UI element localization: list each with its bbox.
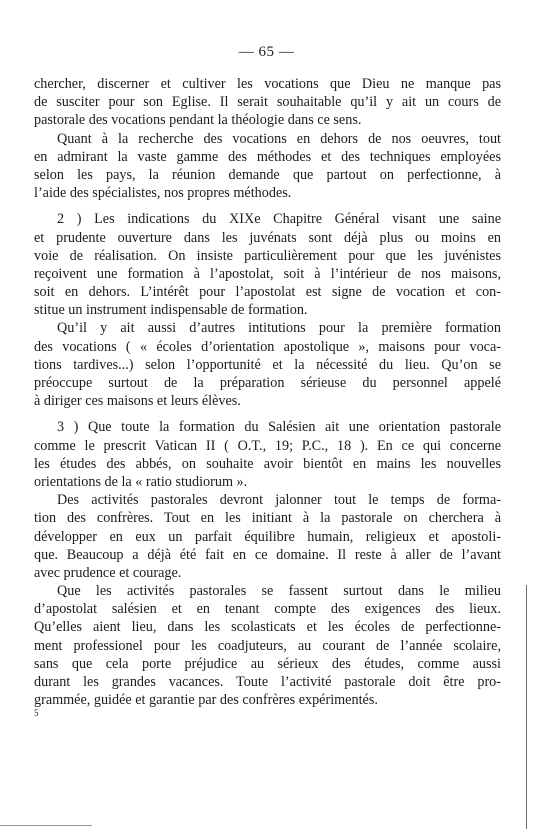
paragraph — [34, 319, 501, 410]
paragraph — [34, 582, 501, 709]
text-line: Qu’il y ait aussi d’autres intitutions pour la première formation — [57, 320, 501, 337]
paragraph — [34, 418, 501, 491]
text-line: Qu’elles aient lieu, dans les scolasticats et les écoles de perfectionne- — [34, 619, 501, 636]
text-line: les études des abbés, on souhaite avoir bientôt en mains les nouvelles — [34, 455, 501, 472]
paragraph — [34, 75, 501, 130]
scan-edge-line — [526, 585, 527, 829]
paragraph — [34, 210, 501, 319]
text-line: grammée, guidée et garantie par des confrères expérimentés. — [34, 692, 378, 709]
paragraph — [34, 491, 501, 582]
text-line: tions tardives...) selon l’opportunité et la nécessité du lieu. Qu’on se — [34, 356, 501, 373]
text-line: avec prudence et courage. — [34, 564, 182, 581]
text-line: Quant à la recherche des vocations en dehors de nos oeuvres, tout — [57, 130, 501, 147]
text-line: en admirant la vaste gamme des méthodes et des techniques employées — [34, 148, 501, 165]
text-line: durant les grandes vacances. Toute l’activité pastorale doit être pro- — [34, 674, 501, 690]
text-line: Que les activités pastorales se fassent surtout dans le milieu — [57, 583, 501, 600]
text-line: tion des confrères. Tout en les initiant à la pastorale on cherchera à — [34, 510, 501, 527]
text-line: comme le prescrit Vatican II ( O.T., 19; P.C., 18 ). En ce qui concerne — [34, 437, 501, 454]
text-line: chercher, discerner et cultiver les vocations que Dieu ne manque pas — [34, 76, 501, 92]
text-line: l’aide des spécialistes, nos propres méthodes. — [34, 185, 292, 202]
text-line: à diriger ces maisons et leurs élèves. — [34, 393, 241, 410]
text-line: que. Beaucoup a déjà été fait en ce domaine. Il reste à aller de l’avant — [34, 546, 501, 563]
paragraph — [34, 130, 501, 203]
text-line: développer en eux un parfait équilibre humain, religieux et apostoli- — [34, 528, 501, 545]
text-line: stitue un instrument indispensable de formation. — [34, 302, 308, 319]
page-number: — 65 — — [238, 44, 295, 60]
text-line: sans que cela porte préjudice au sérieux des études, comme aussi — [34, 655, 501, 672]
body-text — [34, 75, 501, 709]
text-line: soit en dehors. L’intérêt pour l’apostolat est signe de vocation et con- — [34, 284, 501, 301]
text-line: 3 ) Que toute la formation du Salésien ait une orientation pastorale — [57, 419, 501, 436]
text-line: des vocations ( « écoles d’orientation apostolique », maisons pour voca- — [34, 338, 501, 355]
text-line: voie de réalisation. On insiste particulièrement pour que les juvénistes — [34, 247, 501, 264]
text-line: 2 ) Les indications du XIXe Chapitre Général visant une saine — [57, 211, 501, 228]
text-line: selon les pays, la réunion demande que partout on perfectionne, à — [34, 166, 501, 183]
text-line: et prudente ouverture dans les juvénats sont déjà plus ou moins en — [34, 229, 501, 246]
signature-mark: 5 — [34, 708, 39, 718]
text-line: de susciter pour son Eglise. Il serait souhaitable qu’il y ait un cours de — [34, 94, 501, 111]
scan-bottom-rule — [0, 825, 92, 826]
text-line: d’apostolat salésien et en tenant compte des exigences des lieux. — [34, 601, 501, 618]
text-line: pastorale des vocations pendant la théologie dans ce sens. — [34, 112, 362, 129]
text-line: orientations de la « ratio studiorum ». — [34, 473, 248, 490]
text-line: Des activités pastorales devront jalonner tout le temps de forma- — [57, 492, 501, 509]
text-line: reçoivent une formation à l’apostolat, soit à l’intérieur de nos maisons, — [34, 265, 501, 282]
text-line: ment professionel pour les coadjuteurs, au courant de l’année scolaire, — [34, 637, 501, 654]
text-line: préoccupe surtout de la préparation sérieuse du personnel appelé — [34, 375, 501, 391]
